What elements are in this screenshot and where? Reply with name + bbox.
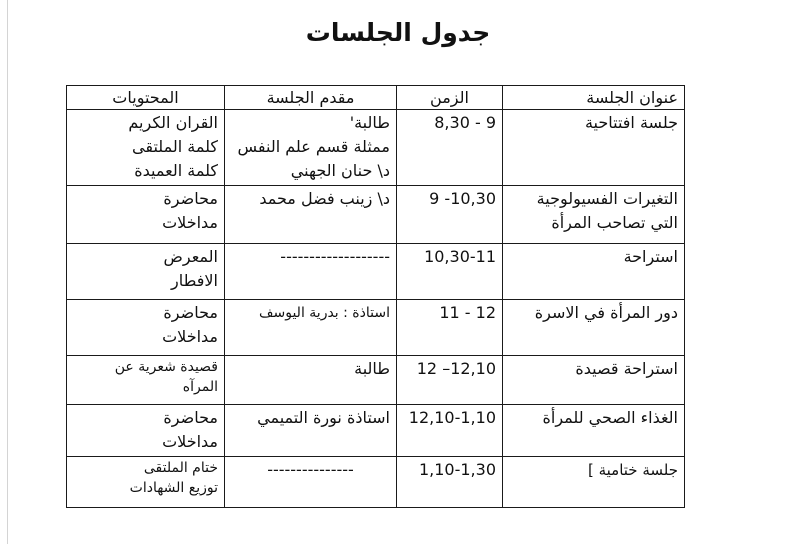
presenter-line: استاذة : بدرية اليوسف (259, 305, 390, 321)
contents-line: توزيع الشهادات (129, 480, 218, 496)
table-row (67, 110, 685, 186)
contents-line: محاضرة (163, 303, 218, 322)
contents-line: مداخلات (162, 432, 218, 451)
contents-cell (67, 356, 225, 405)
table-row (67, 457, 685, 508)
presenter-cell (225, 405, 397, 457)
contents-line: كلمة العميدة (134, 161, 218, 180)
presenter-line: ------------------- (280, 247, 390, 266)
session-title: دور المرأة في الاسرة (534, 303, 678, 322)
presenter-cell (225, 186, 397, 244)
header-presenter: مقدم الجلسة (225, 86, 397, 110)
presenter-cell (225, 110, 397, 186)
time-cell: 8,30 - 9 (397, 110, 503, 186)
contents-line: مداخلات (162, 327, 218, 346)
contents-line: المعرض (163, 247, 218, 266)
contents-line: المرآه (182, 379, 218, 395)
presenter-cell (225, 356, 397, 405)
session-title-cell (503, 300, 685, 356)
session-title-cell (503, 405, 685, 457)
presenter-line: --------------- (267, 460, 354, 479)
session-title-cell (503, 110, 685, 186)
session-title: استراحة (623, 247, 678, 266)
time-cell: 10,30-11 (397, 244, 503, 300)
sessions-table (66, 85, 685, 508)
session-title: استراحة قصيدة (575, 359, 678, 378)
session-title: جلسة افتتاحية (584, 113, 678, 132)
presenter-cell (225, 300, 397, 356)
session-title: الغذاء الصحي للمرأة (542, 408, 678, 427)
presenter-line: د\ حنان الجهني (290, 161, 390, 180)
table-row (67, 300, 685, 356)
session-title: التي تصاحب المرأة (551, 213, 678, 232)
session-title-cell (503, 244, 685, 300)
presenter-line: طالبة (354, 359, 390, 378)
contents-cell (67, 405, 225, 457)
table-row (67, 186, 685, 244)
table-row (67, 244, 685, 300)
time-cell: 9 -10,30 (397, 186, 503, 244)
contents-line: مداخلات (162, 213, 218, 232)
time-cell: 11 - 12 (397, 300, 503, 356)
header-contents: المحتويات (67, 86, 225, 110)
presenter-cell (225, 457, 397, 508)
contents-cell (67, 244, 225, 300)
session-title-cell (503, 186, 685, 244)
page-title: جدول الجلسات (305, 18, 491, 47)
time-cell: 1,10-1,30 (397, 457, 503, 508)
contents-cell (67, 300, 225, 356)
session-title-cell (503, 457, 685, 508)
contents-line: القران الكريم (128, 113, 218, 132)
page-edge-line (7, 0, 8, 544)
session-title: جلسة ختامية ] (587, 461, 678, 479)
contents-line: كلمة الملتقى (132, 137, 218, 156)
presenter-line: استاذة نورة التميمي (257, 408, 390, 427)
contents-cell (67, 457, 225, 508)
contents-line: قصيدة شعرية عن (114, 359, 218, 375)
session-title-cell (503, 356, 685, 405)
presenter-line: د\ زينب فضل محمد (259, 189, 390, 208)
presenter-line: ممثلة قسم علم النفس (237, 137, 390, 156)
presenter-line: طالبة' (349, 113, 390, 132)
time-cell: 12 –12,10 (397, 356, 503, 405)
header-time: الزمن (397, 86, 503, 110)
table-row (67, 356, 685, 405)
table-row (67, 405, 685, 457)
session-title: التغيرات الفسيولوجية (536, 189, 678, 208)
table-header-row (67, 86, 685, 110)
contents-line: محاضرة (163, 189, 218, 208)
contents-line: محاضرة (163, 408, 218, 427)
contents-line: ختام الملتقى (143, 460, 218, 476)
presenter-cell (225, 244, 397, 300)
contents-line: الافطار (171, 271, 218, 290)
header-session-title: عنوان الجلسة (503, 86, 685, 110)
contents-cell (67, 110, 225, 186)
time-cell: 12,10-1,10 (397, 405, 503, 457)
contents-cell (67, 186, 225, 244)
